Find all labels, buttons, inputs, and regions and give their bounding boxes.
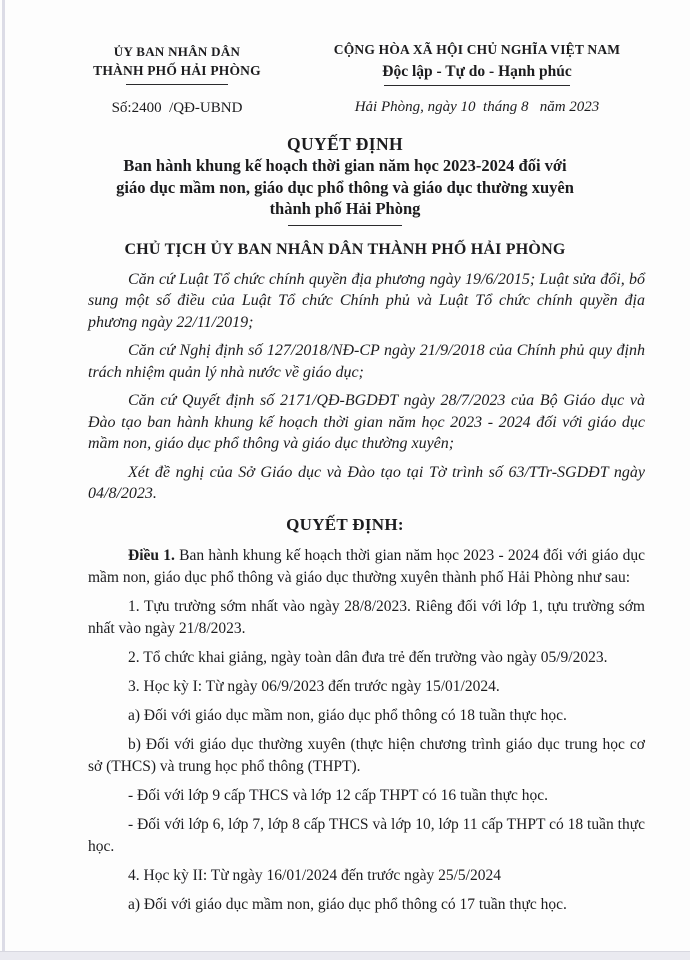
photo-left-edge [2,0,5,960]
issuer-name-line2: THÀNH PHỐ HẢI PHÒNG [93,63,261,78]
resolution-item-8: 4. Học kỳ II: Từ ngày 16/01/2024 đến trước ngày 25/5/2024 [128,866,501,884]
article-1-paragraph [88,545,645,589]
preamble-paragraph-4: Xét đề nghị của Sở Giáo dục và Đào tạo tại Tờ trình số 63/TTr-SGDĐT ngày 04/8/2023. [88,463,645,502]
resolution-item-7: - Đối với lớp 6, lớp 7, lớp 8 cấp THCS và lớp 10, lớp 11 cấp THPT có 18 tuần thực học. [88,815,645,855]
motto-underline [384,85,570,86]
document-title-line-3: thành phố Hải Phòng [269,199,421,218]
article-1-lead: Điều 1. [128,546,175,564]
title-underline [288,225,402,226]
photo-bottom-edge [0,951,690,960]
issuer-underline [126,84,228,85]
resolution-item-4: a) Đối với giáo dục mầm non, giáo dục phổ thông có 18 tuần thực học. [128,706,567,724]
national-block [309,42,645,117]
issuer-block [45,42,309,117]
national-motto-line2: Độc lập - Tự do - Hạnh phúc [382,63,572,80]
resolution-item-3: 3. Học kỳ I: Từ ngày 06/9/2023 đến trước ngày 15/01/2024. [128,677,500,695]
place-and-date: Hải Phòng, ngày 10 tháng 8 năm 2023 [354,99,600,115]
document-title-line-1: Ban hành khung kế hoạch thời gian năm học 2023-2024 đối với [123,156,567,175]
document-header [45,42,645,117]
resolution-body [88,545,645,916]
resolution-item-1: 1. Tựu trường sớm nhất vào ngày 28/8/2023. Riêng đối với lớp 1, tựu trường sớm nhất vào ngày 21/8/2023. [88,597,645,637]
document-title-block [0,134,690,226]
preamble-paragraph-1: Căn cứ Luật Tổ chức chính quyền địa phương ngày 19/6/2015; Luật sửa đổi, bổ sung một số điều của Luật Tổ chức Chính phủ và Luật Tổ chức chính quyền địa phương ngày 22/11/2019; [88,270,645,331]
preamble-section [88,269,645,505]
resolution-item-5: b) Đối với giáo dục thường xuyên (thực hiện chương trình giáo dục trung học cơ sở (THCS) và trung học phổ thông (THPT). [88,735,645,775]
national-motto-line1: CỘNG HÒA XÃ HỘI CHỦ NGHĨA VIỆT NAM [333,42,621,57]
document-title-line-2: giáo dục mầm non, giáo dục phổ thông và giáo dục thường xuyên [116,177,574,197]
article-1-text: Ban hành khung kế hoạch thời gian năm học 2023 - 2024 đối với giáo dục mầm non, giáo dục phổ thông và giáo dục thường xuyên thành phố Hải Phòng như sau: [88,546,646,586]
preamble-paragraph-3: Căn cứ Quyết định số 2171/QĐ-BGDĐT ngày 28/7/2023 của Bộ Giáo dục và Đào tạo ban hành khung kế hoạch thời gian năm học 2023 - 2024 đối với giáo dục mầm non, giáo dục phổ thông và giáo dục thường xuyên; [88,392,645,452]
resolution-item-2: 2. Tổ chức khai giảng, ngày toàn dân đưa trẻ đến trường vào ngày 05/9/2023. [128,648,608,666]
preamble-paragraph-2: Căn cứ Nghị định số 127/2018/NĐ-CP ngày 21/9/2018 của Chính phủ quy định trách nhiệm quản lý nhà nước về giáo dục; [88,342,645,381]
issuing-authority-heading: CHỦ TỊCH ỦY BAN NHÂN DÂN THÀNH PHỐ HẢI PHÒNG [124,240,566,258]
document-number: Số:2400 /QĐ-UBND [111,100,243,116]
resolution-item-9: a) Đối với giáo dục mầm non, giáo dục phổ thông có 17 tuần thực học. [128,895,567,913]
resolution-heading: QUYẾT ĐỊNH: [286,514,404,534]
issuer-name-line1: ỦY BAN NHÂN DÂN [113,44,241,59]
resolution-item-6: - Đối với lớp 9 cấp THCS và lớp 12 cấp THPT có 16 tuần thực học. [128,786,549,804]
document-type-heading: QUYẾT ĐỊNH [287,134,403,154]
